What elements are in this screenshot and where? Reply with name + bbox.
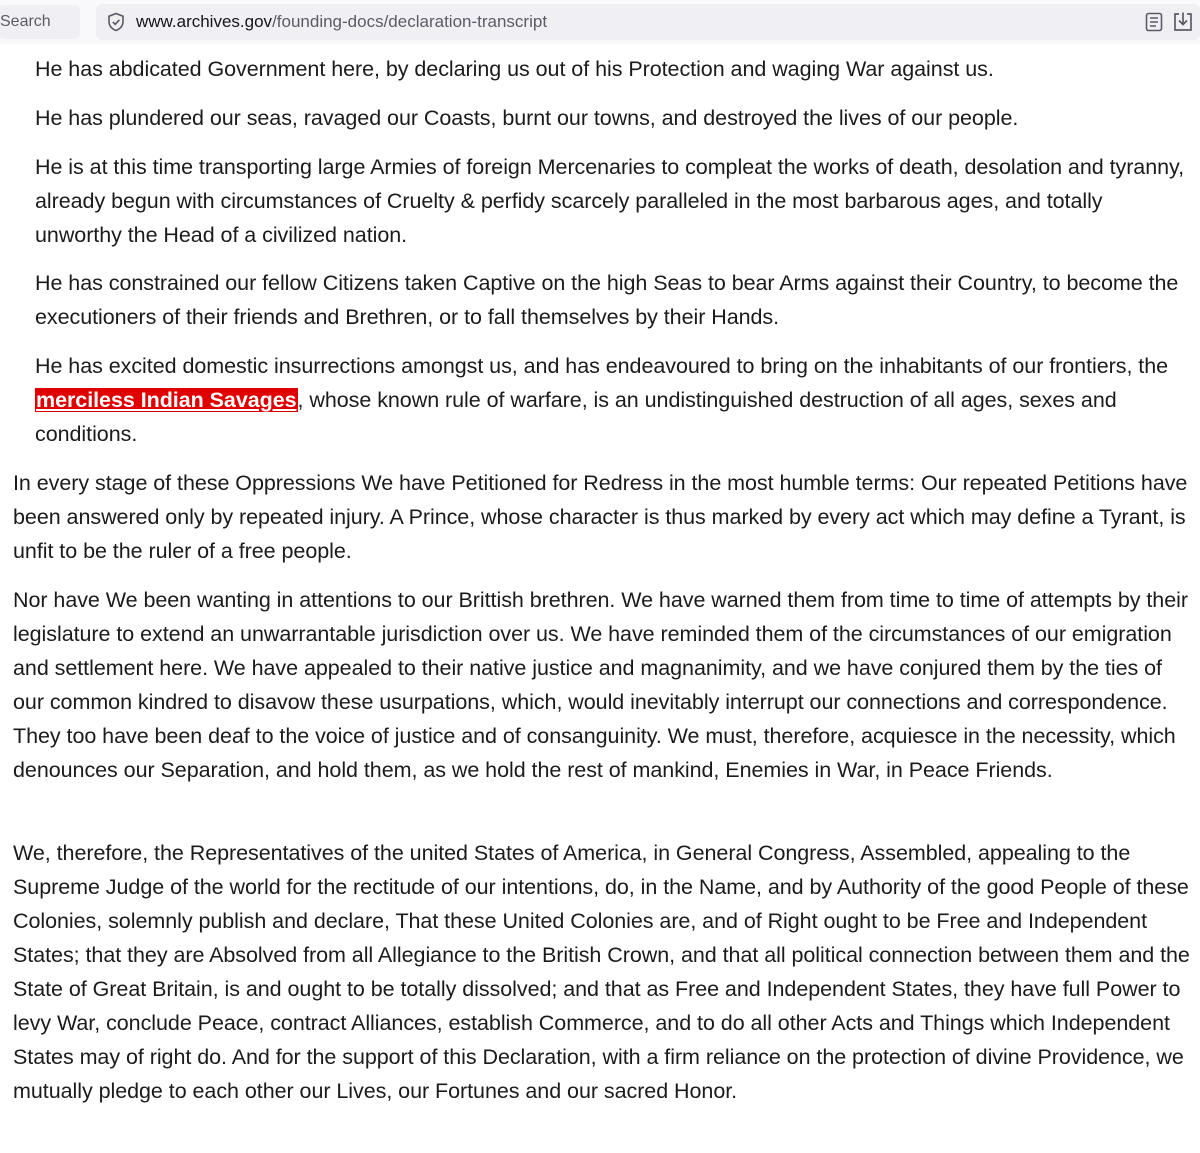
paragraph-plundered: He has plundered our seas, ravaged our Coasts, burnt our towns, and destroyed the lives of our people. (35, 106, 1019, 130)
paragraph-abdicated: He has abdicated Government here, by declaring us out of his Protection and waging War against us. (35, 57, 994, 81)
paragraph-insurrections (35, 349, 1195, 451)
address-bar[interactable] (96, 4, 1200, 40)
paragraph-brittish-brethren: Nor have We been wanting in attentions to our Brittish brethren. We have warned them from time to time of attempts by their legislature to extend an unwarrantable jurisdiction over us. We have reminded them of the circumstances of our emigration and settlement here. We have appealed to their native justice and magnanimity, and we have conjured them by the ties of our common kindred to disavow these usurpations, which, would inevitably interrupt our connections and correspondence. They too have been deaf to the voice of justice and of consanguinity. We must, therefore, acquiesce in the necessity, which denounces our Separation, and hold them, as we hold the rest of mankind, Enemies in War, in Peace Friends. (13, 588, 1188, 782)
paragraph-oppressions: In every stage of these Oppressions We have Petitioned for Redress in the most humble terms: Our repeated Petitions have been answered only by repeated injury. A Prince, whose character is thus marked by every act which may define a Tyrant, is unfit to be the ruler of a free people. (13, 471, 1188, 563)
download-icon[interactable] (1172, 11, 1194, 33)
search-input[interactable]: Search (0, 5, 80, 39)
reader-view-icon[interactable] (1145, 12, 1163, 32)
paragraph-mercenaries: He is at this time transporting large Armies of foreign Mercenaries to compleat the works of death, desolation and tyranny, already begun with circumstances of Cruelty & perfidy scarcely paralleled in the most barbarous ages, and totally unworthy the Head of a civilized nation. (35, 155, 1185, 247)
url-text (136, 4, 547, 40)
url-path: /founding-docs/declaration-transcript (272, 12, 548, 31)
paragraph-constrained: He has constrained our fellow Citizens taken Captive on the high Seas to bear Arms against their Country, to become the executioners of their friends and Brethren, or to fall themselves by their Hands. (35, 271, 1179, 329)
highlighted-phrase: merciless Indian Savages (36, 388, 297, 412)
paragraph-representatives: We, therefore, the Representatives of the united States of America, in General Congress, Assembled, appealing to the Supreme Judge of the world for the rectitude of our intentions, do, in the Name, and by Authority of the good People of these Colonies, solemnly publish and declare, That these United Colonies are, and of Right ought to be Free and Independent States; that they are Absolved from all Allegiance to the British Crown, and that all political connection between them and the State of Great Britain, is and ought to be totally dissolved; and that as Free and Independent States, they have full Power to levy War, conclude Peace, contract Alliances, establish Commerce, and to do all other Acts and Things which Independent States may of right do. And for the support of this Declaration, with a firm reliance on the protection of divine Providence, we mutually pledge to each other our Lives, our Fortunes and our sacred Honor. (13, 841, 1190, 1103)
url-domain: www.archives.gov (136, 12, 273, 31)
insurrections-text-after: , whose known rule of warfare, is an undistinguished destruction of all ages, sexes and conditions. (35, 388, 1117, 446)
browser-toolbar (0, 0, 1200, 44)
shield-icon[interactable] (106, 12, 126, 32)
insurrections-text-before: He has excited domestic insurrections amongst us, and has endeavoured to bring on the inhabitants of our frontiers, the (35, 354, 1169, 378)
